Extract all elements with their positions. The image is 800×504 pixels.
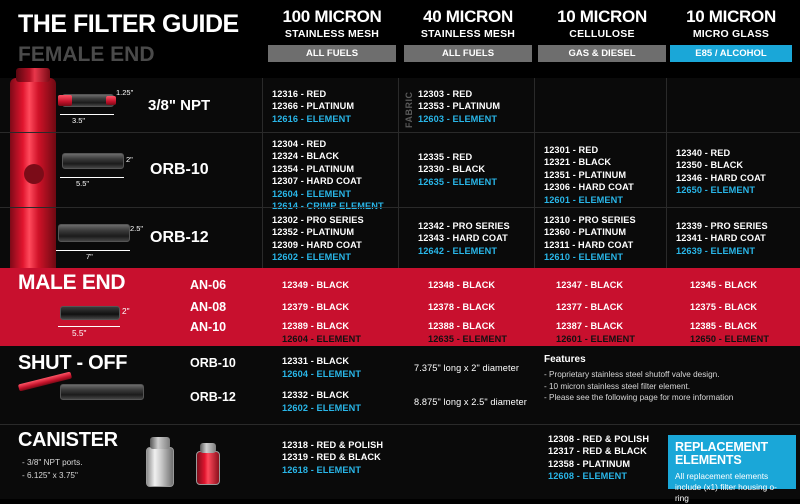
column-fuel-badge: ALL FUELS (404, 45, 532, 62)
dimension-label-a: 2.5" (130, 224, 144, 233)
part-number: 12304 - RED (272, 139, 327, 149)
dimension-text: 8.875" long x 2.5" diameter (414, 397, 527, 407)
row-label-an08: AN-08 (190, 300, 227, 314)
row-label-an06: AN-06 (190, 278, 227, 292)
cell-an06-10micron-microglass (690, 279, 757, 291)
section-title-canister: CANISTER (18, 429, 118, 451)
part-number: 12340 - RED (676, 148, 731, 158)
page-header (0, 0, 800, 78)
column-micron-label: 10 MICRON (686, 7, 776, 26)
column-type-label: STAINLESS MESH (420, 28, 516, 40)
row-label-shutoff-orb12: ORB-12 (190, 390, 236, 404)
column-micron-label: 10 MICRON (557, 7, 647, 26)
part-number-element: 12642 - ELEMENT (418, 245, 498, 256)
part-number: 12303 - RED (418, 89, 473, 99)
part-number: 12379 - BLACK (282, 302, 350, 312)
part-number: 12308 - RED & POLISH (548, 434, 650, 444)
cell-male-element-40micron (428, 333, 507, 345)
dimension-label-b: 5.5" (76, 179, 90, 188)
shutoff-body-art (60, 384, 144, 400)
title-block (18, 10, 268, 67)
dimension-label-a: 1.25" (116, 88, 134, 97)
cell-male-element-10micron-cellulose (556, 333, 635, 345)
part-number-element: 12610 - ELEMENT (544, 252, 624, 263)
dimension-label-a: 2" (126, 155, 133, 164)
cell-an10-40micron (428, 320, 495, 332)
section-title-male-end: MALE END (18, 271, 126, 294)
part-number: 12360 - PLATINUM (544, 227, 627, 238)
dimension-bar (58, 326, 120, 327)
part-number: 12345 - BLACK (690, 280, 758, 290)
part-number: 12301 - RED (544, 145, 599, 155)
cell-an06-40micron (428, 279, 495, 291)
features-title: Features (544, 354, 586, 365)
section-title-female-end: FEMALE END (18, 43, 155, 66)
cell-an08-10micron-microglass (690, 301, 757, 313)
feature-line: - Please see the following page for more information (544, 393, 734, 402)
part-number: 12389 - BLACK (282, 321, 350, 331)
cell-an08-10micron-cellulose (556, 301, 623, 313)
cell-orb10-100micron (272, 138, 384, 212)
part-number: 12366 - PLATINUM (272, 101, 355, 112)
dimension-bar (60, 114, 114, 115)
dimension-bar (60, 177, 124, 178)
part-number: 12317 - RED & BLACK (548, 446, 647, 457)
part-number: 12324 - BLACK (272, 151, 340, 162)
part-number: 12330 - BLACK (418, 164, 486, 175)
section-title-shutoff: SHUT - OFF (18, 352, 128, 374)
canister-art-silver (146, 447, 174, 487)
part-number: 12346 - HARD COAT (676, 172, 766, 183)
part-number-element: 12639 - ELEMENT (676, 245, 756, 256)
part-number-element: 12604 - ELEMENT (282, 369, 362, 379)
part-number: 12347 - BLACK (556, 280, 624, 290)
part-number: 12311 - HARD COAT (544, 239, 634, 250)
row-label-orb10: ORB-10 (150, 161, 209, 178)
table-row-orb10 (0, 133, 800, 207)
part-number: 12309 - HARD COAT (272, 239, 362, 250)
row-label-npt: 3/8" NPT (148, 97, 211, 114)
column-fuel-badge: E85 / ALCOHOL (670, 45, 792, 62)
part-number: 12348 - BLACK (428, 280, 496, 290)
cell-an06-100micron (282, 279, 349, 291)
part-number: 12306 - HARD COAT (544, 182, 634, 193)
column-micron-label: 100 MICRON (282, 7, 382, 26)
dimension-bar (56, 250, 130, 251)
row-label-shutoff-orb10: ORB-10 (190, 356, 236, 370)
part-number: 12319 - RED & BLACK (282, 452, 381, 463)
section-shutoff (0, 346, 800, 424)
column-micron-label: 40 MICRON (423, 7, 513, 26)
row-label-an10: AN-10 (190, 320, 227, 334)
canister-cap (200, 443, 216, 453)
column-fuel-badge: GAS & DIESEL (538, 45, 666, 62)
cell-an10-10micron-microglass (690, 320, 757, 332)
page-title: THE FILTER GUIDE (18, 10, 239, 38)
column-header-100-micron (268, 8, 396, 62)
part-number-element: 12604 - ELEMENT (282, 334, 362, 344)
replacement-elements-box (668, 435, 796, 503)
column-type-label: STAINLESS MESH (284, 28, 380, 40)
part-number: 12343 - HARD COAT (418, 233, 508, 244)
part-number: 12342 - PRO SERIES (418, 221, 510, 231)
cell-orb12-100micron (272, 214, 364, 274)
part-number: 12385 - BLACK (690, 321, 758, 331)
part-number-element: 12602 - ELEMENT (272, 252, 352, 263)
part-number: 12331 - BLACK (282, 356, 350, 366)
part-number-element: 12602 - ELEMENT (282, 403, 362, 413)
column-header-10-micron-micro-glass (670, 8, 792, 62)
part-number-element: 12635 - ELEMENT (418, 176, 498, 187)
row-label-orb12: ORB-12 (150, 229, 209, 246)
part-number: 12354 - PLATINUM (272, 163, 355, 174)
cell-an08-100micron (282, 301, 349, 313)
filter-art-orb12 (58, 224, 130, 242)
part-number-element: 12608 - ELEMENT (548, 471, 628, 482)
column-type-label: MICRO GLASS (692, 28, 770, 40)
dimension-text: 7.375" long x 2" diameter (414, 363, 520, 373)
part-number: 12316 - RED (272, 89, 327, 99)
dimension-label-a: 2" (122, 306, 130, 316)
cell-an10-100micron (282, 320, 349, 332)
cell-shutoff-orb10-dimension (414, 362, 519, 374)
canister-note: - 3/8" NPT ports. (22, 458, 83, 467)
column-type-label: CELLULOSE (569, 28, 635, 40)
cell-an10-10micron-cellulose (556, 320, 623, 332)
part-number: 12378 - BLACK (428, 302, 496, 312)
part-number-element: 12616 - ELEMENT (272, 113, 352, 124)
part-number: 12341 - HARD COAT (676, 233, 766, 244)
replacement-elements-text: All replacement elements include (x1) filter housing o-ring (675, 471, 777, 503)
part-number-element: 12650 - ELEMENT (690, 334, 770, 344)
part-number: 12335 - RED (418, 152, 473, 162)
cell-shutoff-orb10-part (282, 355, 349, 367)
filter-fitting-red (58, 95, 72, 106)
part-number: 12353 - PLATINUM (418, 101, 501, 112)
part-number: 12339 - PRO SERIES (676, 221, 768, 231)
part-number-element: 12603 - ELEMENT (418, 113, 498, 124)
cell-male-element-100micron (282, 333, 361, 345)
cell-orb12-10micron-cellulose (544, 214, 636, 274)
part-number: 12321 - BLACK (544, 157, 612, 168)
part-number: 12377 - BLACK (556, 302, 624, 312)
canister-art-red (196, 451, 220, 485)
part-number: 12375 - BLACK (690, 302, 758, 312)
part-number: 12307 - HARD COAT (272, 176, 362, 187)
part-number: 12332 - BLACK (282, 390, 350, 400)
cell-an08-40micron (428, 301, 495, 313)
section-canister (0, 425, 800, 503)
feature-line: - Proprietary stainless steel shutoff valve design. (544, 370, 720, 379)
part-number: 12351 - PLATINUM (544, 169, 627, 180)
part-number-element: 12650 - ELEMENT (676, 185, 756, 196)
table-row-orb12 (0, 208, 800, 268)
part-number: 12387 - BLACK (556, 321, 624, 331)
table-row-npt (0, 80, 800, 132)
part-number-element: 12635 - ELEMENT (428, 334, 508, 344)
features-block (544, 354, 733, 404)
replacement-elements-title: REPLACEMENT ELEMENTS (675, 440, 768, 467)
canister-note: - 6.125" x 3.75" (22, 471, 78, 480)
column-fuel-badge: ALL FUELS (268, 45, 396, 62)
section-male-end (0, 268, 800, 346)
part-number: 12388 - BLACK (428, 321, 496, 331)
filter-art-orb10 (62, 153, 124, 169)
cell-an06-10micron-cellulose (556, 279, 623, 291)
dimension-label-b: 5.5" (72, 328, 87, 338)
part-number-element: 12604 - ELEMENT (272, 188, 352, 199)
part-number-element: 12618 - ELEMENT (282, 464, 362, 475)
cell-shutoff-orb12-dimension (414, 396, 527, 408)
cell-canister-10micron-cellulose (548, 433, 649, 483)
fabric-vertical-label: FABRIC (404, 91, 414, 128)
cell-male-element-10micron-microglass (690, 333, 769, 345)
filter-art-male (60, 306, 120, 320)
part-number-element: 12601 - ELEMENT (556, 334, 636, 344)
column-header-40-micron (404, 8, 532, 62)
filter-fitting-red (106, 96, 116, 105)
part-number-element: 12601 - ELEMENT (544, 194, 624, 205)
part-number: 12349 - BLACK (282, 280, 350, 290)
cell-canister-100micron (282, 439, 383, 476)
part-number: 12302 - PRO SERIES (272, 215, 364, 225)
part-number: 12350 - BLACK (676, 160, 744, 171)
cell-shutoff-orb10-element (282, 368, 361, 380)
cell-shutoff-orb12-part (282, 389, 349, 401)
part-number: 12318 - RED & POLISH (282, 440, 384, 450)
part-number: 12310 - PRO SERIES (544, 215, 636, 225)
feature-line: - 10 micron stainless steel filter element. (544, 381, 691, 391)
part-number: 12358 - PLATINUM (548, 458, 631, 469)
cell-shutoff-orb12-element (282, 402, 361, 414)
part-number: 12352 - PLATINUM (272, 227, 355, 238)
canister-cap (150, 437, 170, 449)
dimension-label-b: 7" (86, 252, 93, 261)
column-header-10-micron-cellulose (538, 8, 666, 62)
dimension-label-b: 3.5" (72, 116, 86, 125)
